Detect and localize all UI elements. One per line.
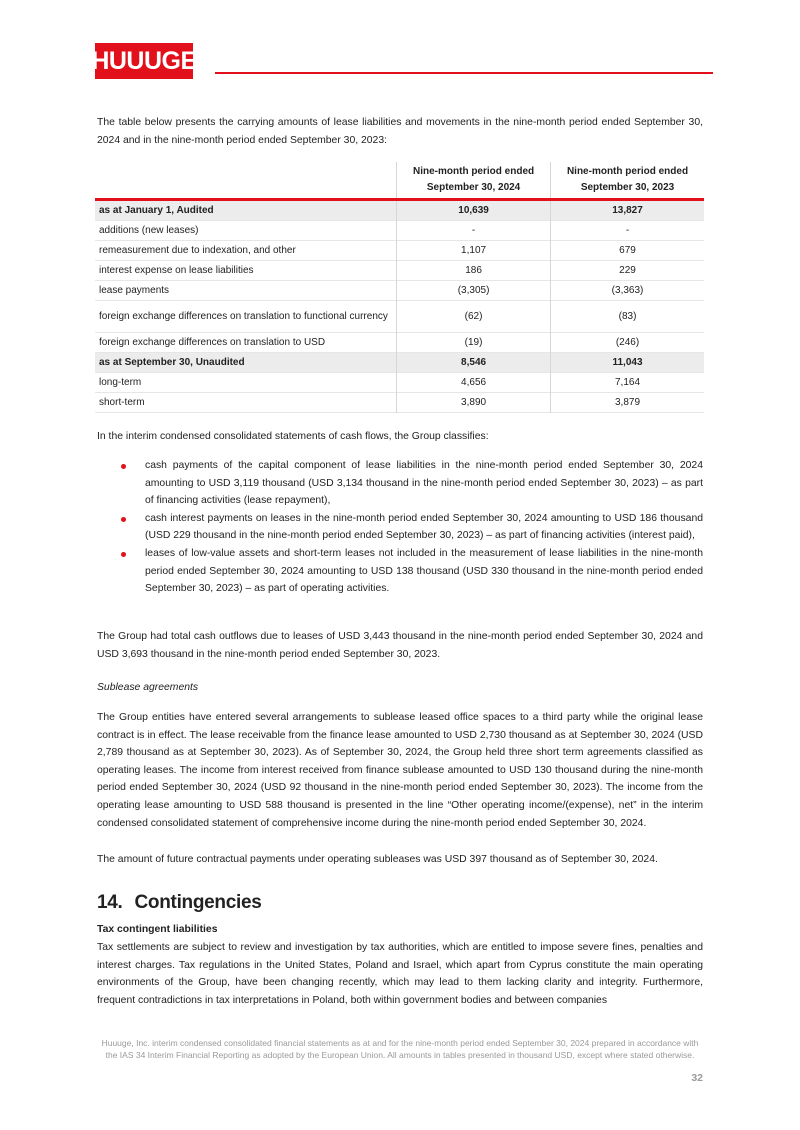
row-label: short-term <box>99 397 145 408</box>
table-header-2024: Nine-month period ended September 30, 2024 <box>397 162 551 200</box>
row-value-2023: 229 <box>551 261 704 281</box>
table-row <box>95 281 704 301</box>
table-row <box>95 241 704 261</box>
huuuge-logo: HUUUGE <box>95 43 193 79</box>
tax-heading: Tax contingent liabilities <box>97 924 218 935</box>
bullet-text: cash payments of the capital component of lease liabilities in the nine-month period ended September 30, 2024 amounting to USD 3,119 thousand (USD 3,134 thousand in the nine-month period ended September 30, 2023) – as part of financing activities (lease repayment), <box>145 460 703 507</box>
bullet-dot-icon <box>121 552 126 557</box>
table-row <box>95 373 704 393</box>
row-value-2024: 4,656 <box>397 373 551 393</box>
bullet-text: leases of low-value assets and short-term leases not included in the measurement of lease liabilities in the nine-month period ended September 30, 2024 amounting to USD 138 thousand (USD 330 thousand in the nine-month period ended September 30, 2023) – as part of operating activities. <box>145 547 703 595</box>
row-label: long-term <box>99 377 142 388</box>
list-item <box>97 510 703 545</box>
table-row <box>95 261 704 281</box>
row-label: lease payments <box>99 285 170 296</box>
outflow-paragraph: The Group had total cash outflows due to leases of USD 3,443 thousand in the nine-month period ended September 30, 2024 and USD 3,693 thousand in the nine-month period ended September 30, 2023. <box>97 631 703 660</box>
row-value-2024: 186 <box>397 261 551 281</box>
row-value-2023: (83) <box>551 301 704 333</box>
row-value-2024: (3,305) <box>397 281 551 301</box>
page-footer: Huuuge, Inc. interim condensed consolidated financial statements as at and for the nine-month period ended September 30, 2024 prepared in accordance with the IAS 34 Interim Financial Reporting as adopted by the European Union. All amounts in tables presented in thousand USD, except where stated otherwise. <box>101 1038 699 1060</box>
table-row <box>95 333 704 353</box>
sublease-paragraph: The Group entities have entered several arrangements to sublease leased office spaces to a third party while the original lease contract is in effect. The lease receivable from the finance lease amounted to USD 2,730 thousand as at September 30, 2024 (USD 2,789 thousand as at September 30, 2023). As of September 30, 2024, the Group held three short term agreements classified as operating leases. The income from interest received from finance sublease amounted to USD 130 thousand during the nine-month period ended September 30, 2024 (USD 92 thousand in the nine-month period ended September 30, 2023). The income from the operating lease amounting to USD 588 thousand is presented in the line “Other operating income/(expense), net” in the interim condensed consolidated statement of comprehensive income during the nine-month period ended September 30, 2024. <box>97 712 703 829</box>
row-value-2023: - <box>551 221 704 241</box>
cashflow-bullet-list <box>97 457 703 598</box>
lease-liabilities-table <box>95 162 704 413</box>
row-value-2023: (3,363) <box>551 281 704 301</box>
table-header-2023: Nine-month period ended September 30, 2023 <box>551 162 704 200</box>
table-row <box>95 221 704 241</box>
row-value-2024: 1,107 <box>397 241 551 261</box>
bullet-dot-icon <box>121 464 126 469</box>
tax-paragraph: Tax settlements are subject to review and investigation by tax authorities, which are entitled to impose severe fines, penalties and interest charges. Tax regulations in the United States, Poland and Israel, which apart from Cyprus constitute the main operating environments of the Group, have been changing recently, which may lead to them lacking clarity and integrity. Furthermore, frequent contradictions in tax interpretations in Poland, both within government bodies and between companies <box>97 942 703 1006</box>
header-rule <box>215 72 713 74</box>
cashflow-intro: In the interim condensed consolidated statements of cash flows, the Group classifies: <box>97 431 489 442</box>
row-value-2023: (246) <box>551 333 704 353</box>
list-item <box>97 545 703 598</box>
bullet-text: cash interest payments on leases in the nine-month period ended September 30, 2024 amounting to USD 186 thousand (USD 229 thousand in the nine-month period ended September 30, 2023) – as part of financing activities (interest paid), <box>145 512 703 542</box>
table-row <box>95 393 704 413</box>
row-value-2024: - <box>397 221 551 241</box>
future-payments-paragraph: The amount of future contractual payments under operating subleases was USD 397 thousand as of September 30, 2024. <box>97 854 658 865</box>
row-value-2024: (62) <box>397 301 551 333</box>
table-row <box>95 301 704 333</box>
row-value-2023: 11,043 <box>551 353 704 373</box>
row-label: foreign exchange differences on translation to USD <box>99 337 326 348</box>
section-number: 14. <box>97 892 123 913</box>
row-label: additions (new leases) <box>99 225 199 236</box>
row-value-2024: 8,546 <box>397 353 551 373</box>
row-value-2024: 3,890 <box>397 393 551 413</box>
intro-paragraph: The table below presents the carrying amounts of lease liabilities and movements in the nine-month period ended September 30, 2024 and in the nine-month period ended September 30, 2023: <box>97 117 703 146</box>
row-value-2023: 3,879 <box>551 393 704 413</box>
table-row <box>95 200 704 221</box>
table-header-row <box>95 162 704 200</box>
row-value-2024: 10,639 <box>397 200 551 221</box>
bullet-dot-icon <box>121 517 126 522</box>
row-label: foreign exchange differences on translation to functional currency <box>99 310 388 322</box>
row-value-2023: 679 <box>551 241 704 261</box>
row-label: as at September 30, Unaudited <box>95 353 397 373</box>
table-header-blank <box>95 162 397 200</box>
row-label: as at January 1, Audited <box>95 200 397 221</box>
table-row <box>95 353 704 373</box>
row-label: interest expense on lease liabilities <box>99 265 254 276</box>
row-value-2024: (19) <box>397 333 551 353</box>
sublease-heading: Sublease agreements <box>97 682 199 693</box>
row-value-2023: 13,827 <box>551 200 704 221</box>
page-number: 32 <box>691 1072 703 1084</box>
row-label: remeasurement due to indexation, and other <box>99 245 296 256</box>
list-item <box>97 457 703 510</box>
section-title: Contingencies <box>134 892 262 913</box>
section-heading <box>97 892 262 914</box>
row-value-2023: 7,164 <box>551 373 704 393</box>
